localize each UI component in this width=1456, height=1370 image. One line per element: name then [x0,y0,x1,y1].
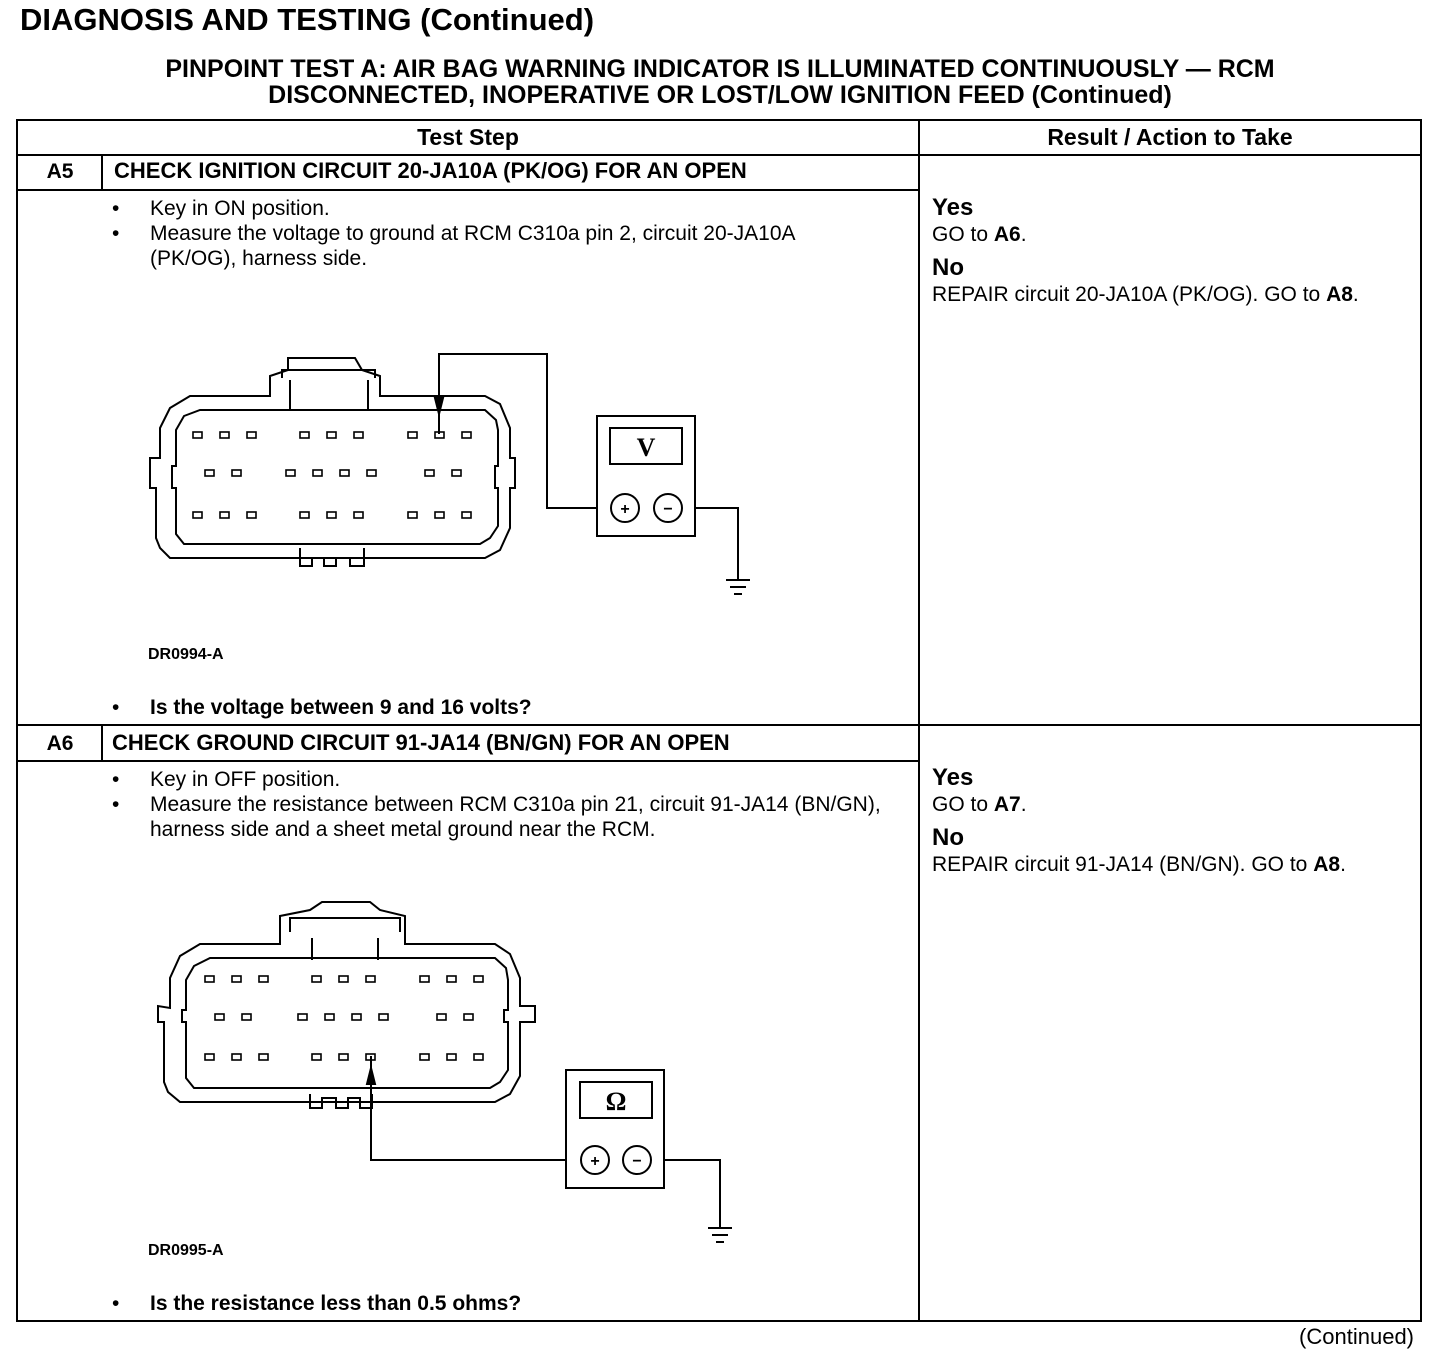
yes-target: A7 [993,793,1021,816]
yes-action: GO to [932,223,994,246]
yes-label: Yes [932,764,974,791]
connector-ohmmeter-diagram [150,898,750,1248]
test-title-line-2: DISCONNECTED, INOPERATIVE OR LOST/LOW IGNITION FEED (Continued) [268,81,1172,109]
minus-terminal-icon: − [663,501,673,518]
table-border-top [16,119,1422,121]
figure-code: DR0995-A [148,1242,224,1259]
minus-terminal-icon: − [632,1153,642,1170]
plus-terminal-icon: + [590,1153,600,1170]
connector-voltmeter-diagram [140,348,770,608]
instruction-item: • Key in ON position. [112,196,842,221]
no-label: No [932,254,964,281]
column-divider [918,119,920,1322]
step-a6-title-divider [16,760,920,762]
no-target: A8 [1326,283,1353,306]
yes-end: . [1020,223,1027,246]
table-border-right [1420,119,1422,1322]
meter-symbol: V [636,433,656,462]
no-end: . [1352,283,1359,306]
no-action: REPAIR circuit 91-JA14 (BN/GN). GO to [932,853,1314,876]
step-title: CHECK GROUND CIRCUIT 91-JA14 (BN/GN) FOR AN OPEN [112,730,730,755]
pinpoint-test-title [0,56,1440,108]
ohmmeter [566,1070,664,1188]
plus-terminal-icon: + [620,501,630,518]
no-end: . [1340,853,1346,876]
connector-pins [205,976,483,1060]
meter-symbol: Ω [605,1087,627,1116]
step-title: CHECK IGNITION CIRCUIT 20-JA10A (PK/OG) FOR AN OPEN [114,158,747,183]
instruction-item: • Key in OFF position. [112,767,882,792]
step-id: A6 [46,732,74,755]
yes-action: GO to [932,793,994,816]
header-divider [16,154,1422,156]
step-a6-results [932,764,1416,884]
figure-code: DR0994-A [148,646,224,663]
voltmeter [597,416,695,536]
step-instructions [112,767,882,842]
instruction-item: • Measure the voltage to ground at RCM C310a pin 2, circuit 20-JA10A (PK/OG), harness side. [112,221,842,271]
no-action: REPAIR circuit 20-JA10A (PK/OG). GO to [932,283,1327,306]
header-result: Result / Action to Take [1047,124,1293,150]
no-label: No [932,824,964,851]
step-question: • Is the voltage between 9 and 16 volts? [112,696,532,720]
test-lead [367,1056,732,1242]
yes-end: . [1020,793,1027,816]
step-question: • Is the resistance less than 0.5 ohms? [112,1292,521,1316]
no-target: A8 [1313,853,1341,876]
step-a5-results [932,194,1416,314]
header-test-step: Test Step [417,124,519,150]
table-border-bottom [16,1320,1422,1322]
continued-label: (Continued) [1299,1324,1414,1349]
instruction-item: • Measure the resistance between RCM C310a pin 21, circuit 91-JA14 (BN/GN), harness side and a sheet metal ground near the RCM. [112,792,882,842]
step-a5-title-divider [16,189,920,191]
step-instructions [112,196,842,271]
page-title: DIAGNOSIS AND TESTING (Continued) [20,2,595,37]
table-border-left [16,119,18,1322]
step-divider [16,724,1422,726]
connector-pins [193,432,471,518]
test-title-line-1: PINPOINT TEST A: AIR BAG WARNING INDICATOR IS ILLUMINATED CONTINUOUSLY — RCM [165,55,1275,83]
yes-label: Yes [932,194,974,221]
yes-target: A6 [993,223,1021,246]
step-id: A5 [46,160,74,183]
